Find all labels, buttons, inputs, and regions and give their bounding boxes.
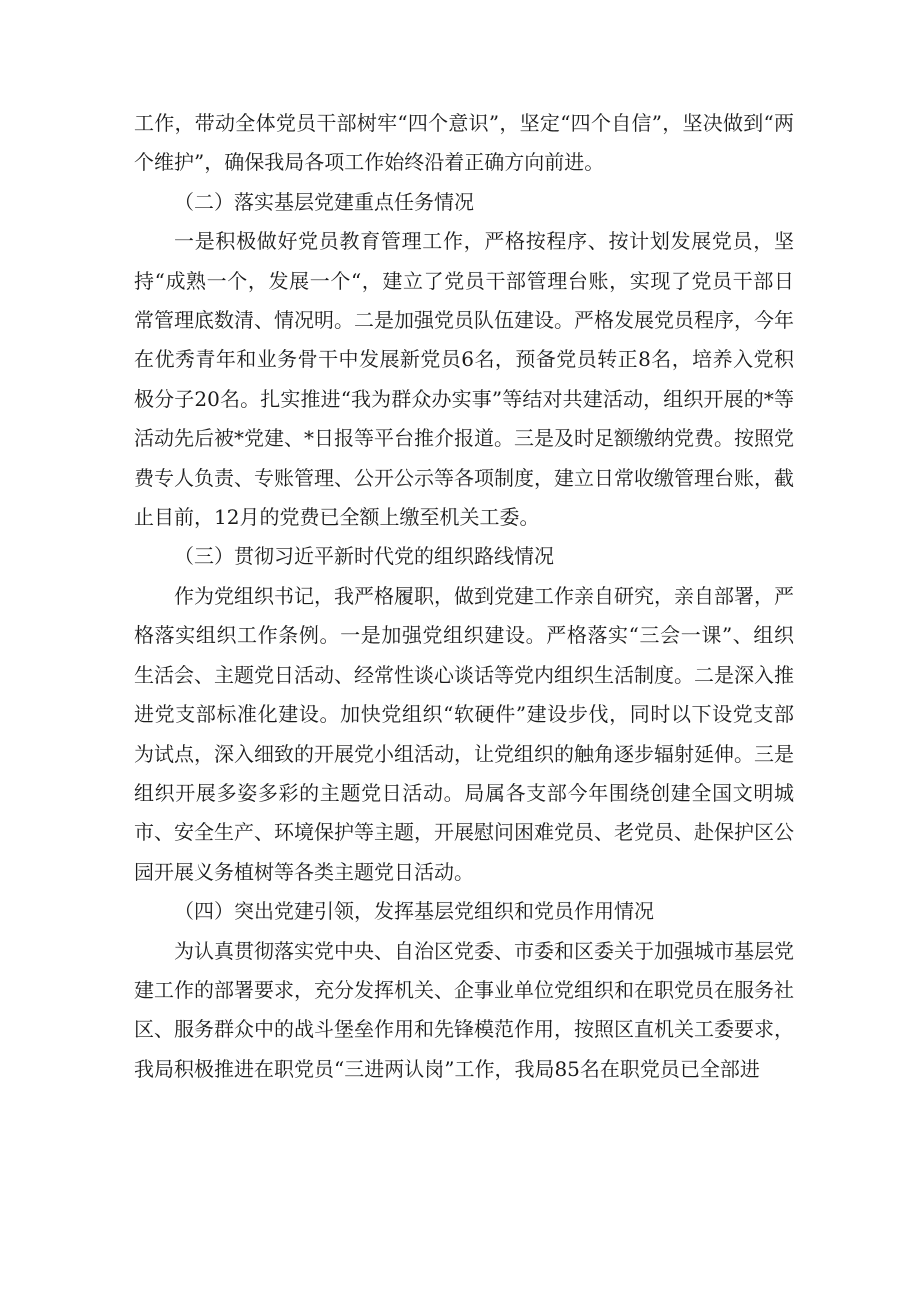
section-heading-3: （三）贯彻习近平新时代党的组织路线情况 (174, 544, 554, 569)
paragraph-section-4: 为认真贯彻落实党中央、自治区党委、市委和区委关于加强城市基层党建工作的部署要求，充分发挥机关、企事业单位党组织和在职党员在服务社区、服务群众中的战斗堡垒作用和先锋模范作用，按照区直机关工委要求，我局积极推进在职党员“三进两认岗”工作，我局85名在职党员已全部进 (134, 938, 794, 1081)
section-heading-4: （四）突出党建引领，发挥基层党组织和党员作用情况 (174, 899, 654, 924)
section-heading-2: （二）落实基层党建重点任务情况 (174, 189, 474, 214)
paragraph-section-2: 一是积极做好党员教育管理工作，严格按程序、按计划发展党员，坚持“成熟一个，发展一个“，建立了党员干部管理台账，实现了党员干部日常管理底数清、情况明。二是加强党员队伍建设。严格发展党员程序，今年在优秀青年和业务骨干中发展新党员6名，预备党员转正8名，培养入党积极分子20名。扎实推进“我为群众办实事”等结对共建活动，组织开展的*等活动先后被*党建、*日报等平台推介报道。三是及时足额缴纳党费。按照党费专人负责、专账管理、公开公示等各项制度，建立日常收缴管理台账，截止目前，12月的党费已全额上缴至机关工委。 (134, 229, 794, 530)
document-body (134, 104, 794, 1089)
paragraph-continued: 工作，带动全体党员干部树牢“四个意识”，坚定“四个自信”，坚决做到“两个维护”，确保我局各项工作始终沿着正确方向前进。 (134, 111, 794, 175)
paragraph-section-3: 作为党组织书记，我严格履职，做到党建工作亲自研究，亲自部署，严格落实组织工作条例。一是加强党组织建设。严格落实“三会一课”、组织生活会、主题党日活动、经常性谈心谈话等党内组织生活制度。二是深入推进党支部标准化建设。加快党组织“软硬件”建设步伐，同时以下设党支部为试点，深入细致的开展党小组活动，让党组织的触角逐步辐射延伸。三是组织开展多姿多彩的主题党日活动。局属各支部今年围绕创建全国文明城市、安全生产、环境保护等主题，开展慰问困难党员、老党员、赴保护区公园开展义务植树等各类主题党日活动。 (134, 583, 794, 884)
